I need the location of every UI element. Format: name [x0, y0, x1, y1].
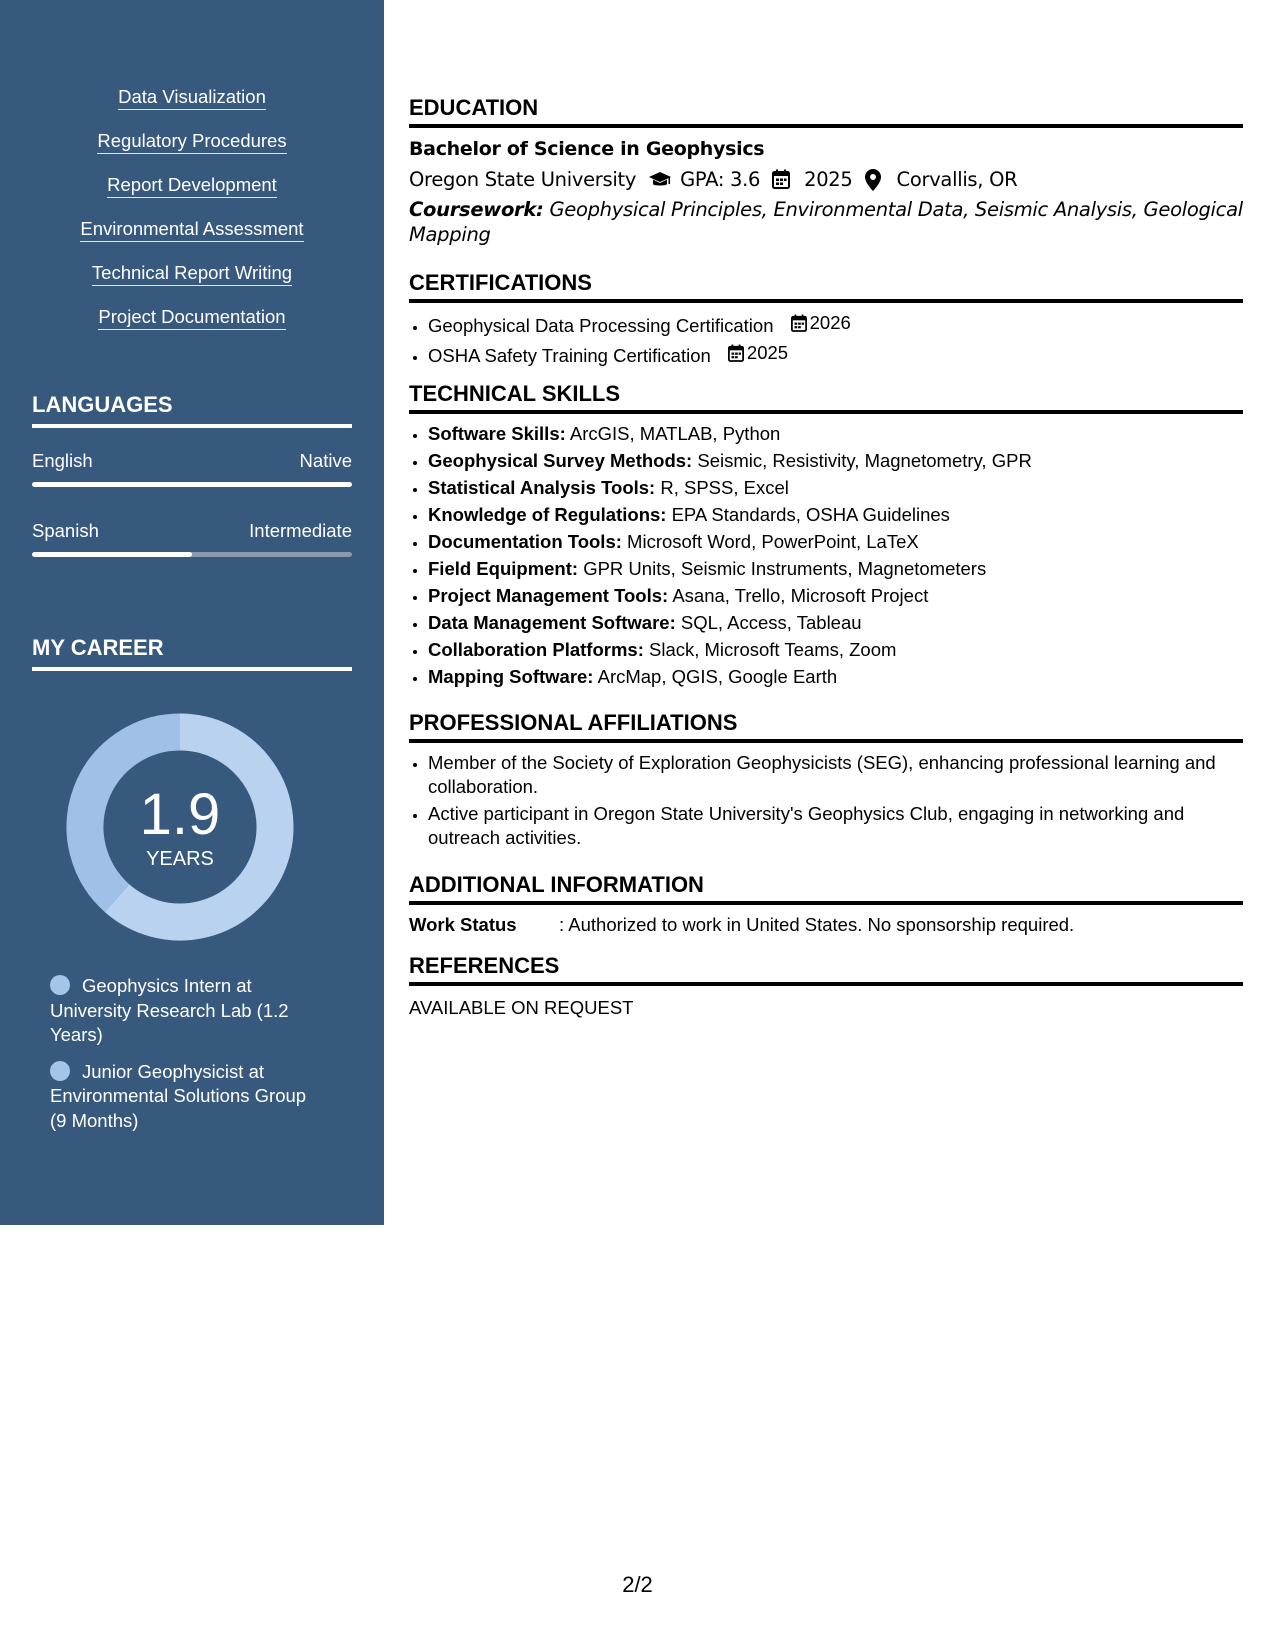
references-text: AVAILABLE ON REQUEST: [409, 997, 634, 1018]
language-name: English: [32, 450, 93, 471]
education-section: [409, 95, 1243, 247]
skill-item: [428, 584, 1243, 608]
skills-list: [409, 422, 1243, 689]
sidebar: [0, 0, 384, 1225]
skill-tag: Project Documentation: [98, 306, 285, 330]
career-item: [50, 974, 320, 1048]
affiliations-list: [409, 751, 1243, 850]
coursework-list: Geophysical Principles, Environmental Data, Seismic Analysis, Geological Mapping: [409, 198, 1243, 246]
work-status-row: [409, 913, 1243, 937]
certifications-section: [409, 270, 1243, 371]
calendar-icon: [791, 314, 807, 332]
career-total: [66, 713, 294, 941]
graduation-year: 2025: [804, 168, 853, 191]
section-title: CERTIFICATIONS: [409, 270, 1243, 303]
skill-label: Collaboration Platforms:: [428, 639, 644, 660]
skill-value: R, SPSS, Excel: [660, 477, 789, 498]
certification-date: [791, 311, 851, 335]
affiliation-item: • Member of the Society of Exploration Geophysicists (SEG), enhancing professional learning and collaboration.: [428, 751, 1243, 799]
skill-value: Seismic, Resistivity, Magnetometry, GPR: [697, 450, 1032, 471]
certification-list: [409, 311, 1243, 368]
skill-label: Statistical Analysis Tools:: [428, 477, 656, 498]
affiliation-item: • Active participant in Oregon State University's Geophysics Club, engaging in networking and outreach activities.: [428, 802, 1243, 850]
skill-item: [428, 638, 1243, 662]
proficiency-fill: [32, 552, 192, 557]
coursework-label: Coursework:: [409, 198, 544, 221]
education-meta: [409, 167, 1243, 193]
skill-item: [428, 665, 1243, 689]
skill-item: [428, 476, 1243, 500]
skill-tag: Regulatory Procedures: [97, 130, 286, 154]
certification-name: Geophysical Data Processing Certification: [428, 315, 774, 336]
calendar-icon: [728, 344, 744, 362]
certification-item: [428, 341, 1243, 368]
certification-item: [428, 311, 1243, 338]
skill-label: Project Management Tools:: [428, 585, 669, 606]
certification-year: 2026: [809, 312, 851, 333]
certification-date: [728, 341, 788, 365]
language-english: [32, 450, 352, 487]
skill-tag-list: [0, 86, 384, 350]
career-years-value: 1.9: [139, 782, 221, 847]
proficiency-bar: [32, 482, 352, 487]
skill-item: [428, 530, 1243, 554]
section-title: REFERENCES: [409, 953, 1243, 986]
degree-title: Bachelor of Science in Geophysics: [409, 138, 765, 160]
skill-tag: Technical Report Writing: [92, 262, 292, 286]
section-title: TECHNICAL SKILLS: [409, 381, 1243, 414]
technical-skills-section: [409, 381, 1243, 692]
legend-dot: [50, 1061, 70, 1081]
skill-label: Data Management Software:: [428, 612, 676, 633]
skill-value: SQL, Access, Tableau: [680, 612, 862, 633]
language-level: Intermediate: [249, 520, 352, 541]
graduation-cap-icon: [648, 169, 670, 191]
skill-value: ArcGIS, MATLAB, Python: [569, 423, 781, 444]
skill-value: ArcMap, QGIS, Google Earth: [597, 666, 838, 687]
skill-tag: Data Visualization: [118, 86, 266, 110]
legend-dot: [50, 975, 70, 995]
language-spanish: [32, 520, 352, 557]
skill-label: Software Skills:: [428, 423, 566, 444]
affiliations-section: [409, 710, 1243, 853]
certification-year: 2025: [746, 342, 789, 363]
proficiency-bar: [32, 552, 352, 557]
skill-item: [428, 449, 1243, 473]
skill-item: [428, 557, 1243, 581]
school-name: Oregon State University: [409, 168, 637, 191]
section-title: ADDITIONAL INFORMATION: [409, 872, 1243, 905]
skill-label: Mapping Software:: [428, 666, 594, 687]
section-title: EDUCATION: [409, 95, 1243, 128]
skill-tag: Environmental Assessment: [80, 218, 303, 242]
skill-item: [428, 503, 1243, 527]
references-section: [409, 953, 1243, 1020]
career-list: [50, 974, 320, 1145]
certification-name: OSHA Safety Training Certification: [428, 345, 711, 366]
languages-heading: LANGUAGES: [32, 392, 352, 428]
skill-label: Field Equipment:: [428, 558, 579, 579]
skill-value: GPR Units, Seismic Instruments, Magnetometers: [583, 558, 987, 579]
map-pin-icon: [865, 169, 887, 191]
skill-item: [428, 422, 1243, 446]
skill-value: Microsoft Word, PowerPoint, LaTeX: [627, 531, 919, 552]
career-item: [50, 1060, 320, 1134]
career-item-text: Junior Geophysicist at Environmental Solutions Group (9 Months): [50, 1060, 307, 1131]
coursework: [409, 197, 1243, 247]
section-title: PROFESSIONAL AFFILIATIONS: [409, 710, 1243, 743]
language-level: Native: [299, 450, 352, 471]
career-heading: MY CAREER: [32, 635, 352, 671]
skill-label: Documentation Tools:: [428, 531, 622, 552]
work-status-value: : Authorized to work in United States. No sponsorship required.: [559, 914, 1075, 935]
career-years-unit: YEARS: [146, 848, 214, 870]
school-location: Corvallis, OR: [896, 168, 1018, 191]
skill-value: Slack, Microsoft Teams, Zoom: [649, 639, 897, 660]
skill-value: EPA Standards, OSHA Guidelines: [671, 504, 950, 525]
skill-item: [428, 611, 1243, 635]
page-number: 2/2: [622, 1572, 653, 1597]
additional-info-section: [409, 872, 1243, 937]
calendar-icon: [772, 169, 794, 191]
language-name: Spanish: [32, 520, 99, 541]
skill-label: Geophysical Survey Methods:: [428, 450, 693, 471]
proficiency-fill: [32, 482, 352, 487]
skill-value: Asana, Trello, Microsoft Project: [672, 585, 929, 606]
skill-tag: Report Development: [107, 174, 277, 198]
work-status-label: Work Status: [409, 914, 517, 935]
gpa: GPA: 3.6: [680, 168, 761, 191]
skill-label: Knowledge of Regulations:: [428, 504, 667, 525]
career-item-text: Geophysics Intern at University Research Lab (1.2 Years): [50, 975, 289, 1045]
